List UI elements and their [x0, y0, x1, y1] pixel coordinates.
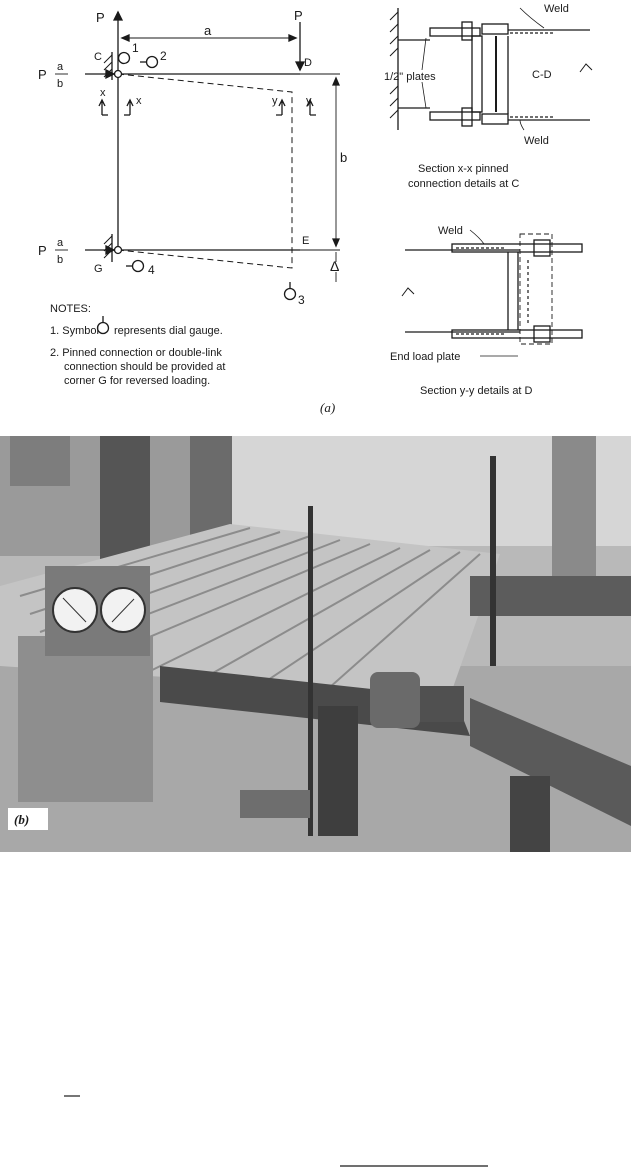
gauge-3-label: 3: [298, 293, 305, 307]
load-left-label: P: [96, 10, 105, 25]
section-mark-x-right: x: [136, 95, 142, 107]
corner-g-label: G: [94, 263, 103, 275]
figure-b-label: (b): [14, 812, 30, 827]
detail-d-end-plate: End load plate: [390, 351, 461, 363]
detail-c-member: C-D: [532, 69, 552, 81]
h-load-top-den: b: [57, 78, 64, 90]
blank-page-area: [0, 852, 631, 1167]
load-right-label: P: [294, 8, 303, 23]
detail-c-plates: 1/2" plates: [384, 71, 436, 83]
corner-c-label: C: [94, 51, 102, 63]
detail-c-weld-bottom: Weld: [524, 135, 549, 147]
corner-d-label: D: [304, 57, 312, 69]
delta-symbol: Δ: [330, 258, 340, 274]
section-mark-y-right: y: [306, 95, 312, 107]
dim-a-label: a: [204, 23, 212, 38]
dim-b-label: b: [340, 150, 348, 165]
detail-c-caption-1: Section x-x pinned: [418, 163, 509, 175]
note-2-line-3: corner G for reversed loading.: [64, 375, 211, 387]
corner-e-label: E: [302, 235, 310, 247]
h-load-bottom-p: P: [38, 243, 47, 258]
gauge-4-label: 4: [148, 263, 155, 277]
section-mark-x-left: x: [100, 87, 106, 99]
detail-d-weld: Weld: [438, 225, 463, 237]
note-1-suffix: represents dial gauge.: [114, 325, 223, 337]
note-1-prefix: 1. Symbol: [50, 325, 99, 337]
figure-a-label: (a): [320, 400, 336, 415]
gauge-2-label: 2: [160, 49, 167, 63]
figure-a-diagram: [0, 0, 631, 436]
figure-b-photograph: [0, 436, 631, 852]
h-load-top-p: P: [38, 67, 47, 82]
detail-c-weld-top: Weld: [544, 3, 569, 15]
notes-heading: NOTES:: [50, 303, 91, 315]
gauge-1-label: 1: [132, 41, 139, 55]
h-load-top-num: a: [57, 61, 64, 73]
note-2-line-1: 2. Pinned connection or double-link: [50, 347, 222, 359]
h-load-bottom-num: a: [57, 237, 64, 249]
h-load-bottom-den: b: [57, 254, 64, 266]
section-mark-y-left: y: [272, 95, 278, 107]
detail-d-caption: Section y-y details at D: [420, 385, 533, 397]
note-2-line-2: connection should be provided at: [64, 361, 226, 373]
detail-c-caption-2: connection details at C: [408, 178, 520, 190]
